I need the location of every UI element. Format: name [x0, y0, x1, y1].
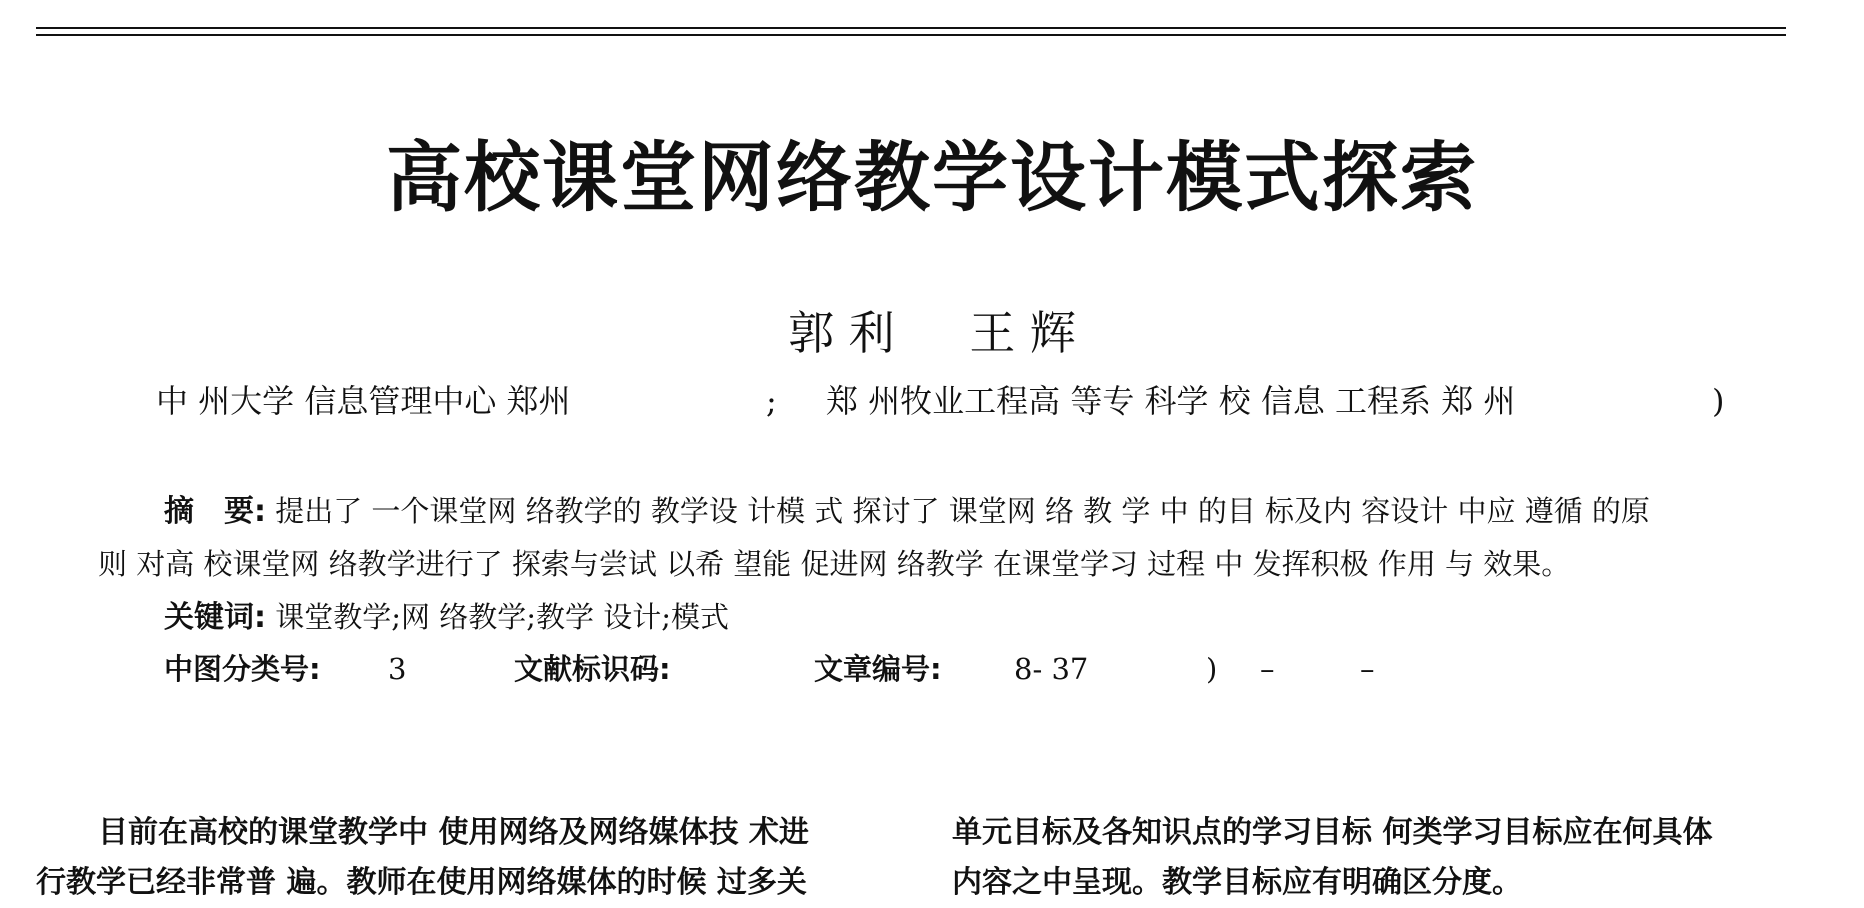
keywords-text: 课堂教学;网 络教学;教学 设计;模式: [275, 600, 729, 634]
abstract-line-1: [164, 494, 1650, 529]
article-number-paren: ): [1206, 652, 1218, 686]
article-number-value: 8- 37: [1014, 652, 1089, 686]
affiliation-closing-paren: ): [1712, 382, 1725, 420]
affiliation-separator: ;: [766, 382, 777, 420]
abstract-label: 摘 要:: [164, 494, 266, 529]
body-right-line-1: 单元目标及各知识点的学习目标 何类学习目标应在何具体: [952, 815, 1713, 850]
article-number-label: 文章编号:: [814, 652, 942, 686]
header-rule-top: [36, 27, 1786, 29]
abstract-text-2: 则 对高 校课堂网 络教学进行了 探索与尝试 以希 望能 促进网 络教学 在课堂学习 过程 中 发挥积极 作用 与 效果。: [98, 547, 1571, 581]
header-rule-bottom: [36, 34, 1786, 36]
body-left-line-2: 行教学已经非常普 遍。教师在使用网络媒体的时候 过多关: [36, 865, 807, 900]
article-number-dash-2: –: [1360, 652, 1375, 686]
author-2: 王 辉: [969, 306, 1076, 360]
abstract-text-1: 提出了 一个课堂网 络教学的 教学设 计模 式 探讨了 课堂网 络 教 学 中 的目 标及内 容设计 中应 遵循 的原: [275, 494, 1650, 528]
article-number-dash-1: –: [1260, 652, 1275, 686]
affiliation-2: 郑 州牧业工程高 等专 科学 校 信息 工程系 郑 州: [826, 382, 1516, 420]
affiliation-1: 中 州大学 信息管理中心 郑州: [156, 382, 571, 420]
author-1: 郭 利: [788, 306, 895, 360]
paper-title: 高校课堂网络教学设计模式探索: [386, 133, 1478, 222]
clc-value: 3: [388, 652, 407, 686]
abstract-line-2: [98, 547, 1571, 581]
body-right-line-2: 内容之中呈现。教学目标应有明确区分度。: [952, 865, 1522, 900]
keywords-line: [164, 600, 729, 635]
body-left-line-1: 目前在高校的课堂教学中 使用网络及网络媒体技 术进: [98, 815, 809, 850]
body-column-right: [952, 808, 1712, 908]
clc-label: 中图分类号:: [164, 652, 321, 686]
body-column-left: [36, 808, 809, 908]
doc-code-label: 文献标识码:: [514, 652, 671, 686]
author-list: [0, 306, 1864, 360]
keywords-label: 关键词:: [164, 600, 266, 635]
